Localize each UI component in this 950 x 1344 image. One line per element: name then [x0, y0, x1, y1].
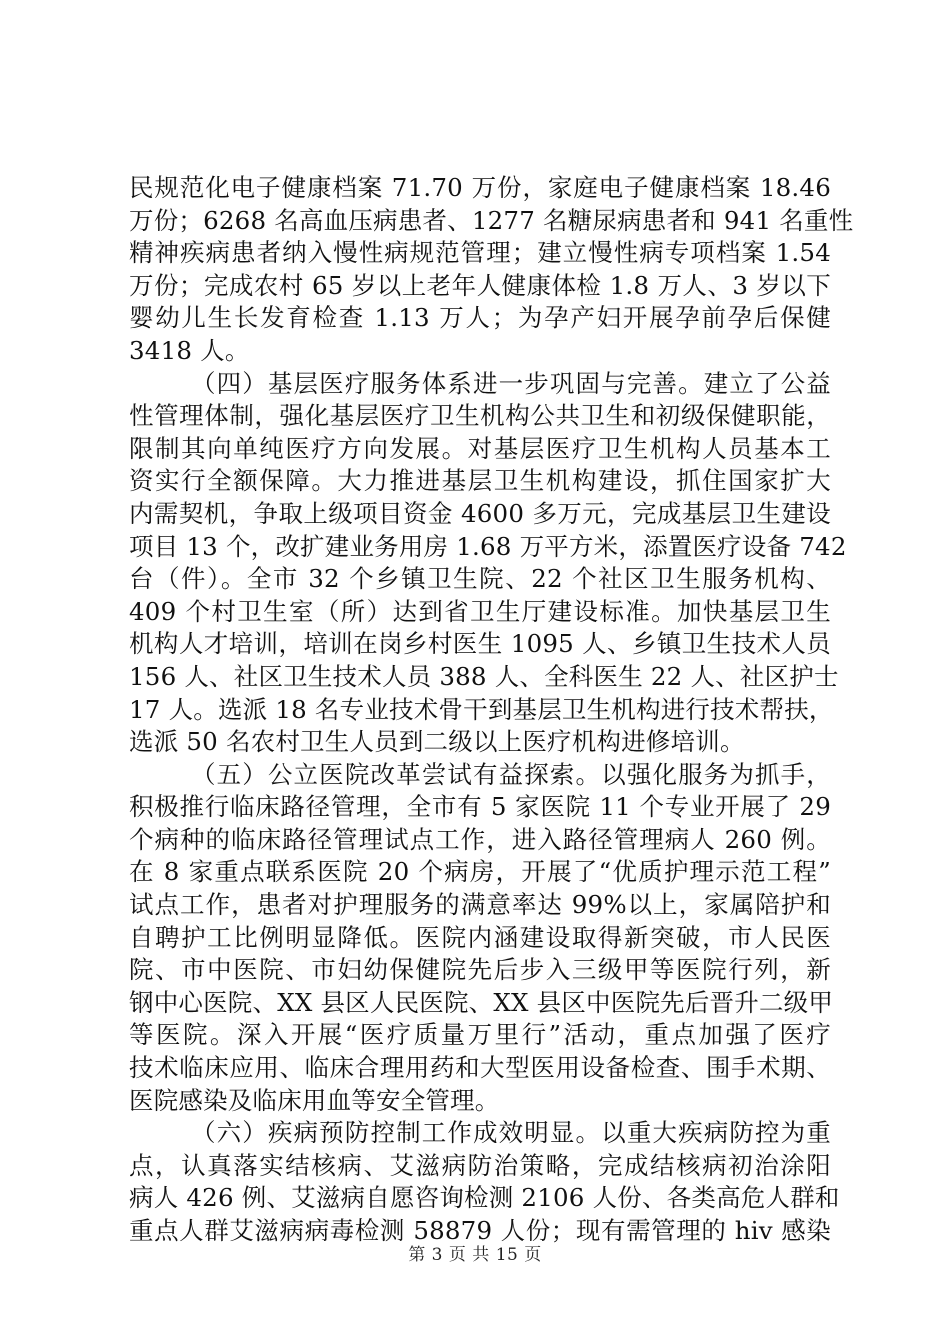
- text-line: 在 8 家重点联系医院 20 个病房，开展了“优质护理示范工程”: [129, 857, 831, 887]
- text-line: 等医院。深入开展“医疗质量万里行”活动，重点加强了医疗: [129, 1020, 831, 1050]
- text-line: 性管理体制，强化基层医疗卫生机构公共卫生和初级保健职能，: [129, 401, 831, 431]
- text-line: 病人 426 例、艾滋病自愿咨询检测 2106 人份、各类高危人群和: [129, 1183, 840, 1213]
- text-line: 3418 人。: [129, 335, 250, 365]
- text-line: 机构人才培训，培训在岗乡村医生 1095 人、乡镇卫生技术人员: [129, 629, 831, 659]
- text-line: 156 人、社区卫生技术人员 388 人、全科医生 22 人、社区护士: [129, 661, 839, 691]
- paragraph-heading-line: （五）公立医院改革尝试有益探索。以强化服务为抓手，: [191, 759, 831, 789]
- text-line: 409 个村卫生室（所）达到省卫生厅建设标准。加快基层卫生: [129, 596, 831, 626]
- text-line: 台（件）。全市 32 个乡镇卫生院、22 个社区卫生服务机构、: [129, 564, 831, 594]
- text-line: 17 人。选派 18 名专业技术骨干到基层卫生机构进行技术帮扶，: [129, 694, 834, 724]
- text-line: 限制其向单纯医疗方向发展。对基层医疗卫生机构人员基本工: [129, 433, 831, 463]
- text-line: 重点人群艾滋病病毒检测 58879 人份；现有需管理的 hiv 感染: [129, 1216, 831, 1245]
- text-line: 万份；6268 名高血压病患者、1277 名糖尿病患者和 941 名重性: [129, 205, 854, 235]
- paragraph-heading-line: （六）疾病预防控制工作成效明显。以重大疾病防控为重: [191, 1118, 831, 1148]
- text-line: 试点工作，患者对护理服务的满意率达 99%以上，家属陪护和: [129, 890, 831, 920]
- text-line: 技术临床应用、临床合理用药和大型医用设备检查、围手术期、: [129, 1053, 831, 1083]
- text-line: 民规范化电子健康档案 71.70 万份，家庭电子健康档案 18.46: [129, 173, 831, 202]
- text-line: 积极推行临床路径管理，全市有 5 家医院 11 个专业开展了 29: [129, 792, 831, 822]
- page-footer: 第 3 页 共 15 页: [408, 1245, 542, 1265]
- text-line: 钢中心医院、XX 县区人民医院、XX 县区中医院先后晋升二级甲: [129, 987, 834, 1017]
- text-line: 资实行全额保障。大力推进基层卫生机构建设，抓住国家扩大: [129, 466, 831, 496]
- text-line: 精神疾病患者纳入慢性病规范管理；建立慢性病专项档案 1.54: [129, 238, 831, 268]
- text-line: 院、市中医院、市妇幼保健院先后步入三级甲等医院行列，新: [129, 955, 831, 985]
- text-line: 项目 13 个，改扩建业务用房 1.68 万平方米，添置医疗设备 742: [129, 531, 847, 561]
- text-line: 选派 50 名农村卫生人员到二级以上医疗机构进修培训。: [129, 727, 745, 757]
- text-line: 自聘护工比例明显降低。医院内涵建设取得新突破，市人民医: [129, 922, 831, 952]
- text-line: 点，认真落实结核病、艾滋病防治策略，完成结核病初治涂阳: [129, 1150, 831, 1180]
- body-text: [129, 172, 854, 1248]
- paragraph-heading-line: （四）基层医疗服务体系进一步巩固与完善。建立了公益: [191, 368, 831, 398]
- text-line: 内需契机，争取上级项目资金 4600 多万元，完成基层卫生建设: [129, 498, 831, 528]
- text-line: 万份；完成农村 65 岁以上老年人健康体检 1.8 万人、3 岁以下: [129, 270, 831, 300]
- text-line: 婴幼儿生长发育检查 1.13 万人；为孕产妇开展孕前孕后保健: [129, 303, 831, 333]
- text-line: 医院感染及临床用血等安全管理。: [129, 1085, 500, 1115]
- text-line: 个病种的临床路径管理试点工作，进入路径管理病人 260 例。: [129, 824, 831, 854]
